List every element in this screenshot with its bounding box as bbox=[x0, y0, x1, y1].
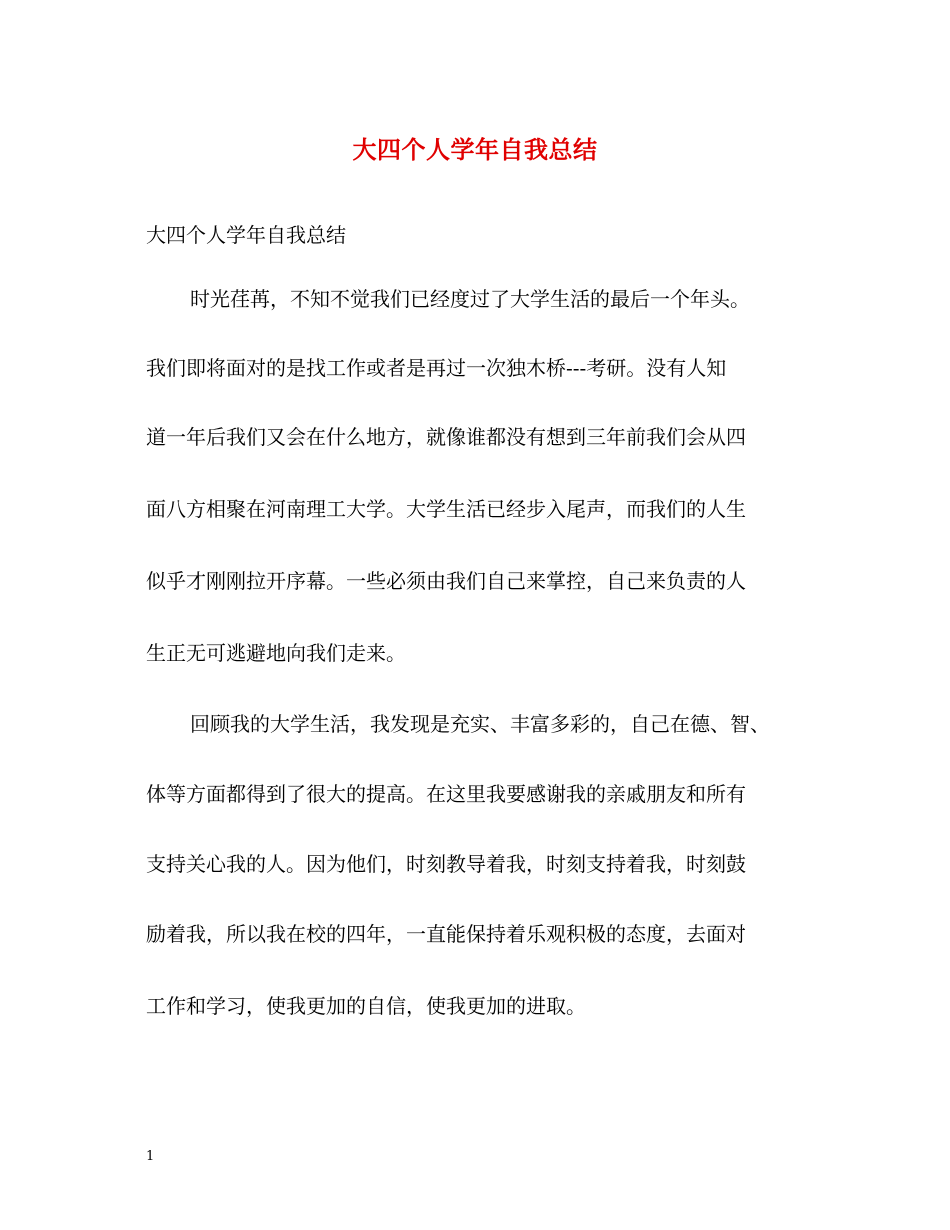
paragraph-line: 支持关心我的人。因为他们，时刻教导着我，时刻支持着我，时刻鼓 bbox=[146, 852, 746, 876]
paragraph-line: 面八方相聚在河南理工大学。大学生活已经步入尾声，而我们的人生 bbox=[146, 497, 746, 521]
paragraph-line: 体等方面都得到了很大的提高。在这里我要感谢我的亲戚朋友和所有 bbox=[146, 782, 746, 806]
document-subtitle: 大四个人学年自我总结 bbox=[146, 223, 346, 247]
paragraph-line: 回顾我的大学生活，我发现是充实、丰富多彩的，自己在德、智、 bbox=[190, 712, 770, 736]
paragraph-line: 工作和学习，使我更加的自信，使我更加的进取。 bbox=[146, 994, 586, 1018]
paragraph-line: 励着我，所以我在校的四年，一直能保持着乐观积极的态度，去面对 bbox=[146, 922, 746, 946]
paragraph-line: 道一年后我们又会在什么地方，就像谁都没有想到三年前我们会从四 bbox=[146, 425, 746, 449]
paragraph-line: 似乎才刚刚拉开序幕。一些必须由我们自己来掌控，自己来负责的人 bbox=[146, 569, 746, 593]
paragraph-line: 我们即将面对的是找工作或者是再过一次独木桥---考研。没有人知 bbox=[146, 356, 727, 380]
document-title: 大四个人学年自我总结 bbox=[352, 135, 598, 164]
paragraph-line: 生正无可逃避地向我们走来。 bbox=[146, 641, 406, 665]
page-number: 1 bbox=[146, 1149, 155, 1164]
paragraph-line: 时光荏苒，不知不觉我们已经度过了大学生活的最后一个年头。 bbox=[190, 287, 750, 311]
